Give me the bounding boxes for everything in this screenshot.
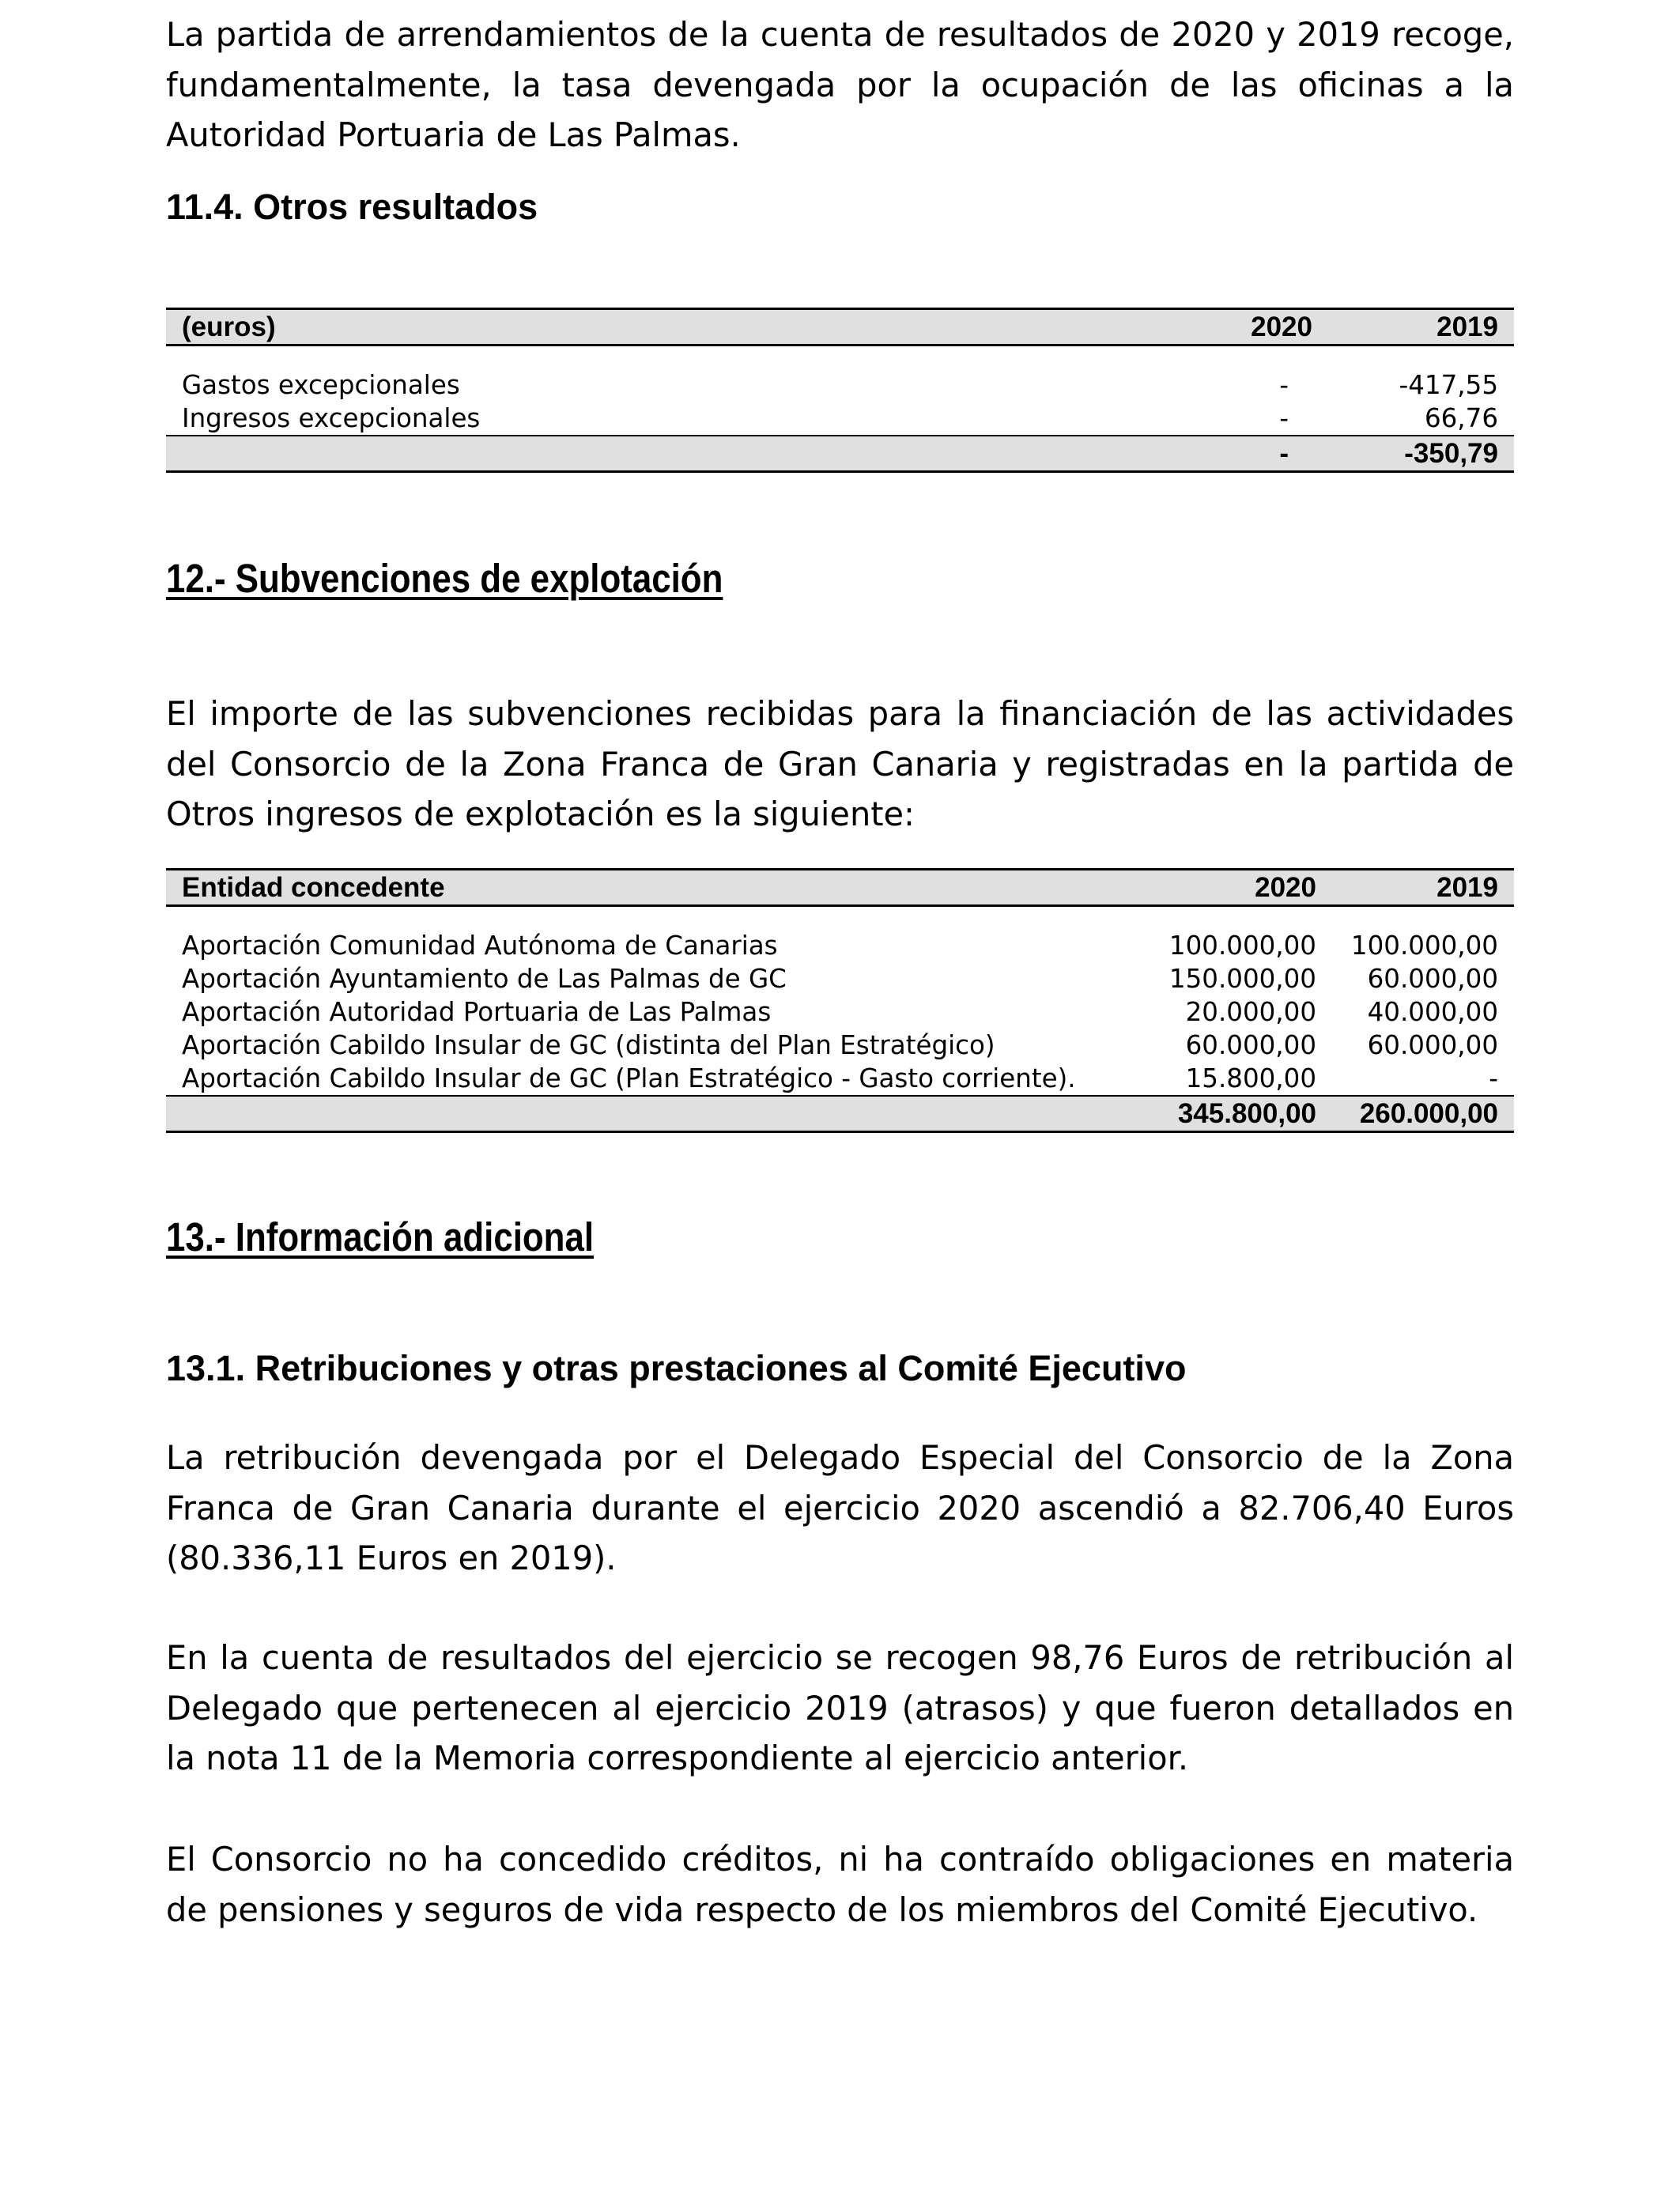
col-header-2019: 2019 — [1328, 309, 1514, 346]
row-label: Aportación Comunidad Autónoma de Canarias — [182, 931, 778, 961]
table-row — [166, 402, 1514, 436]
col-header-label: (euros) — [166, 309, 862, 346]
row-label: Gastos excepcionales — [182, 370, 460, 400]
row-value-2019: -417,55 — [1399, 370, 1498, 400]
section-11-4-heading: 11.4. Otros resultados — [166, 187, 538, 227]
section-13-paragraph-3: El Consorcio no ha concedido créditos, ni ha contraído obligaciones en materia de pensiones y seguros de vida respecto de los miembros del Comité Ejecutivo. — [166, 1840, 1514, 1929]
row-label: Aportación Autoridad Portuaria de Las Palmas — [182, 997, 772, 1027]
total-value-2020: - — [862, 436, 1328, 472]
total-value-2020: 345.800,00 — [1138, 1096, 1332, 1132]
table-header-row — [166, 309, 1514, 346]
row-value-2020: 20.000,00 — [1185, 997, 1316, 1027]
col-header-2019: 2019 — [1332, 870, 1514, 906]
row-value-2019: 60.000,00 — [1367, 964, 1498, 994]
row-label: Aportación Cabildo Insular de GC (Plan Estratégico - Gasto corriente). — [182, 1063, 1076, 1093]
total-label — [166, 1096, 1138, 1132]
section-13-paragraph-2: En la cuenta de resultados del ejercicio se recogen 98,76 Euros de retribución al Delegado que pertenecen al ejercicio 2019 (atrasos) y que fueron detallados en la nota 11 de la Memoria correspondiente al ejercicio anterior. — [166, 1638, 1514, 1777]
row-value-2019: 66,76 — [1424, 403, 1498, 433]
section-13-1-heading: 13.1. Retribuciones y otras prestaciones al Comité Ejecutivo — [166, 1348, 1187, 1388]
row-label: Aportación Ayuntamiento de Las Palmas de GC — [182, 964, 787, 994]
table-row — [166, 368, 1514, 402]
row-value-2019: 40.000,00 — [1367, 997, 1498, 1027]
row-value-2020: - — [1279, 370, 1289, 400]
total-value-2019: 260.000,00 — [1332, 1096, 1514, 1132]
row-value-2020: 15.800,00 — [1185, 1063, 1316, 1093]
row-value-2020: 100.000,00 — [1168, 931, 1316, 961]
col-header-2020: 2020 — [1138, 870, 1332, 906]
table-row — [166, 929, 1514, 962]
table-header-row — [166, 870, 1514, 906]
row-label: Aportación Cabildo Insular de GC (distinta del Plan Estratégico) — [182, 1030, 995, 1060]
row-value-2020: 150.000,00 — [1168, 964, 1316, 994]
table-row — [166, 995, 1514, 1029]
section-12-paragraph: El importe de las subvenciones recibidas para la financiación de las actividades del Consorcio de la Zona Franca de Gran Canaria y registradas en la partida de Otros ingresos de explotación es la siguiente: — [166, 694, 1514, 833]
otros-resultados-table — [166, 308, 1514, 473]
row-value-2020: 60.000,00 — [1185, 1030, 1316, 1060]
total-value-2019: -350,79 — [1328, 436, 1514, 472]
row-value-2019: - — [1489, 1063, 1498, 1093]
section-12-heading: 12.- Subvenciones de explotación — [166, 556, 723, 601]
section-13-paragraph-1: La retribución devengada por el Delegado Especial del Consorcio de la Zona Franca de Gran Canaria durante el ejercicio 2020 ascendió a 82.706,40 Euros (80.336,11 Euros en 2019). — [166, 1438, 1514, 1577]
table-row — [166, 1062, 1514, 1096]
table-row — [166, 1029, 1514, 1062]
col-header-label: Entidad concedente — [166, 870, 1138, 906]
row-value-2019: 60.000,00 — [1367, 1030, 1498, 1060]
table-total-row — [166, 1096, 1514, 1132]
row-value-2020: - — [1279, 403, 1289, 433]
row-value-2019: 100.000,00 — [1350, 931, 1498, 961]
row-label: Ingresos excepcionales — [182, 403, 481, 433]
table-row — [166, 962, 1514, 995]
section-13-heading: 13.- Información adicional — [166, 1214, 595, 1259]
table-total-row — [166, 436, 1514, 472]
col-header-2020: 2020 — [862, 309, 1328, 346]
intro-paragraph: La partida de arrendamientos de la cuenta de resultados de 2020 y 2019 recoge, fundamentalmente, la tasa devengada por la ocupación de las oficinas a la Autoridad Portuaria de Las Palmas. — [166, 15, 1514, 154]
total-label — [166, 436, 862, 472]
subvenciones-table — [166, 868, 1514, 1133]
